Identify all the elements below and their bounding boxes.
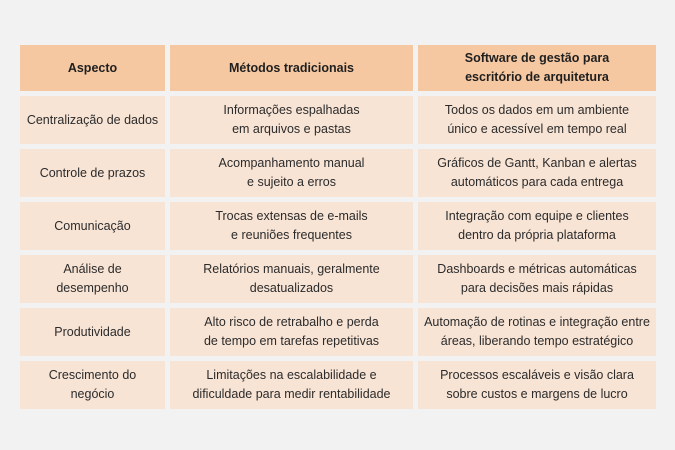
traditional-cell: Acompanhamento manual e sujeito a erros <box>170 149 413 197</box>
software-cell: Automação de rotinas e integração entre áreas, liberando tempo estratégico <box>418 308 656 356</box>
table-row <box>20 361 656 409</box>
header-management-software: Software de gestão para escritório de arquitetura <box>418 45 656 91</box>
table-row <box>20 202 656 250</box>
traditional-cell: Trocas extensas de e-mails e reuniões frequentes <box>170 202 413 250</box>
table-row <box>20 149 656 197</box>
header-aspect: Aspecto <box>20 45 165 91</box>
aspect-cell: Controle de prazos <box>20 149 165 197</box>
table-row <box>20 255 656 303</box>
aspect-cell: Produtividade <box>20 308 165 356</box>
aspect-cell: Centralização de dados <box>20 96 165 144</box>
software-cell: Processos escaláveis e visão clara sobre custos e margens de lucro <box>418 361 656 409</box>
header-traditional-methods: Métodos tradicionais <box>170 45 413 91</box>
traditional-cell: Limitações na escalabilidade e dificuldade para medir rentabilidade <box>170 361 413 409</box>
table-row <box>20 96 656 144</box>
table-row <box>20 308 656 356</box>
traditional-cell: Informações espalhadas em arquivos e pastas <box>170 96 413 144</box>
aspect-cell: Crescimento do negócio <box>20 361 165 409</box>
software-cell: Integração com equipe e clientes dentro da própria plataforma <box>418 202 656 250</box>
traditional-cell: Relatórios manuais, geralmente desatualizados <box>170 255 413 303</box>
software-cell: Gráficos de Gantt, Kanban e alertas automáticos para cada entrega <box>418 149 656 197</box>
software-cell: Todos os dados em um ambiente único e acessível em tempo real <box>418 96 656 144</box>
aspect-cell: Comunicação <box>20 202 165 250</box>
table-header-row <box>20 45 656 91</box>
software-cell: Dashboards e métricas automáticas para decisões mais rápidas <box>418 255 656 303</box>
traditional-cell: Alto risco de retrabalho e perda de tempo em tarefas repetitivas <box>170 308 413 356</box>
comparison-table <box>20 45 656 414</box>
aspect-cell: Análise de desempenho <box>20 255 165 303</box>
